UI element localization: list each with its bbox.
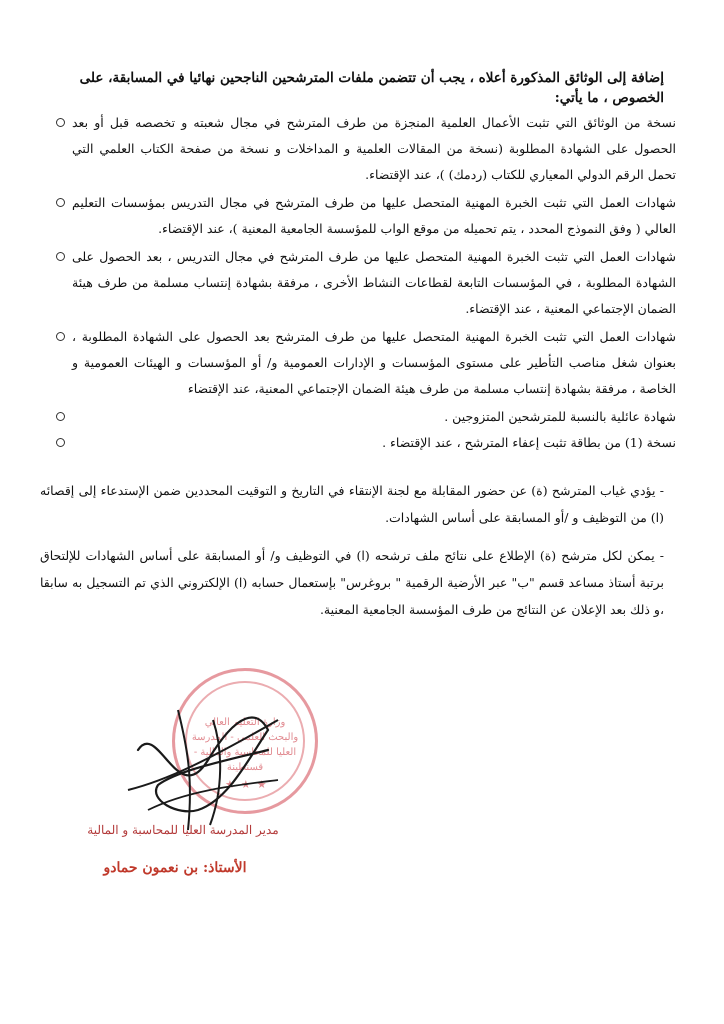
- requirement-item: [42, 244, 676, 322]
- bullet-icon: [56, 198, 65, 207]
- stamp-stars-icon: ★★★: [225, 778, 273, 791]
- requirement-item: [42, 430, 676, 456]
- requirement-item: [42, 324, 676, 402]
- requirement-item: [42, 404, 676, 430]
- requirement-text: شهادات العمل التي تثبت الخبرة المهنية المتحصل عليها من طرف المترشح في مجال التدريس بمؤسسات التعليم العالي ( وفق النموذج المحدد ، يتم تحميله من موقع الواب للمؤسسة الجامعية المعنية )، عند الإقتضاء.: [72, 195, 676, 236]
- bullet-icon: [56, 438, 65, 447]
- requirement-text: شهادات العمل التي تثبت الخبرة المهنية المتحصل عليها من طرف المترشح في مجال التدريس ، بعد الحصول على الشهادة المطلوبة ، في المؤسسات التابعة لقطاعات النشاط الأخرى ، مرفقة بشهادة إنتساب مسلمة من طرف هيئة الضمان الإجتماعي المعنية ، عند الإقتضاء.: [72, 249, 676, 316]
- requirements-list: [42, 110, 676, 456]
- bullet-icon: [56, 332, 65, 341]
- absence-note: - يؤدي غياب المترشح (ة) عن حضور المقابلة مع لجنة الإنتقاء في التاريخ و التوقيت المحددين ضمن الإستدعاء إلى إقصائه (ا) من التوظيف و /أو المسابقة على أساس الشهادات.: [40, 483, 664, 525]
- bullet-icon: [56, 252, 65, 261]
- bullet-icon: [56, 412, 65, 421]
- bullet-icon: [56, 118, 65, 127]
- requirement-text: شهادات العمل التي تثبت الخبرة المهنية المتحصل عليها من طرف المترشح بعد الحصول على الشهادة المطلوبة ، بعنوان شغل مناصب التأطير على مستوى المؤسسات و الإدارات العمومية و/ أو المؤسسات و الهيئات العمومية و الخاصة ، مرفقة بشهادة إنتساب مسلمة من طرف هيئة الضمان الإجتماعي المعنية، عند الإقتضاء: [72, 329, 676, 396]
- requirement-item: [42, 110, 676, 188]
- results-note: - يمكن لكل مترشح (ة) الإطلاع على نتائج ملف ترشحه (ا) في التوظيف و/ أو المسابقة على أساس الشهادات للإلتحاق برتبة أستاذ مساعد قسم "ب" عبر الأرضية الرقمية " بروغرس" بإستعمال حسابه (ا) الإلكتروني الذي تم التسجيل به سابقا ،و ذلك بعد الإعلان عن النتائج من طرف المؤسسة الجامعية المعنية.: [40, 548, 664, 617]
- requirement-item: [42, 190, 676, 242]
- signatory-title: مدير المدرسة العليا للمحاسبة و المالية: [87, 823, 279, 837]
- stamp-text: وزارة التعليم العالي والبحث العلمي - المدرسة العليا للمحاسبة والمالية - قسنطينة: [191, 717, 299, 773]
- intro-paragraph: إضافة إلى الوثائق المذكورة أعلاه ، يجب أن تتضمن ملفات المترشحين الناجحين نهائيا في المسابقة، على الخصوص ، ما يأتي:: [79, 70, 664, 106]
- signatory-name: الأستاذ: بن نعمون حمادو: [103, 860, 247, 876]
- requirement-text: نسخة من الوثائق التي تثبت الأعمال العلمية المنجزة من طرف المترشح في مجال شعبته و تخصصه قبل أو بعد الحصول على الشهادة المطلوبة (نسخة من المقالات العلمية و المداخلات و نسخة من صفحة الكتاب العلمي التي تحمل الرقم الدولي المعياري للكتاب (ردمك) )، عند الإقتضاء.: [72, 115, 676, 182]
- requirement-text: نسخة (1) من بطاقة تثبت إعفاء المترشح ، عند الإقتضاء .: [382, 435, 676, 450]
- handwritten-signature: [118, 690, 288, 840]
- requirement-text: شهادة عائلية بالنسبة للمترشحين المتزوجين .: [444, 409, 676, 424]
